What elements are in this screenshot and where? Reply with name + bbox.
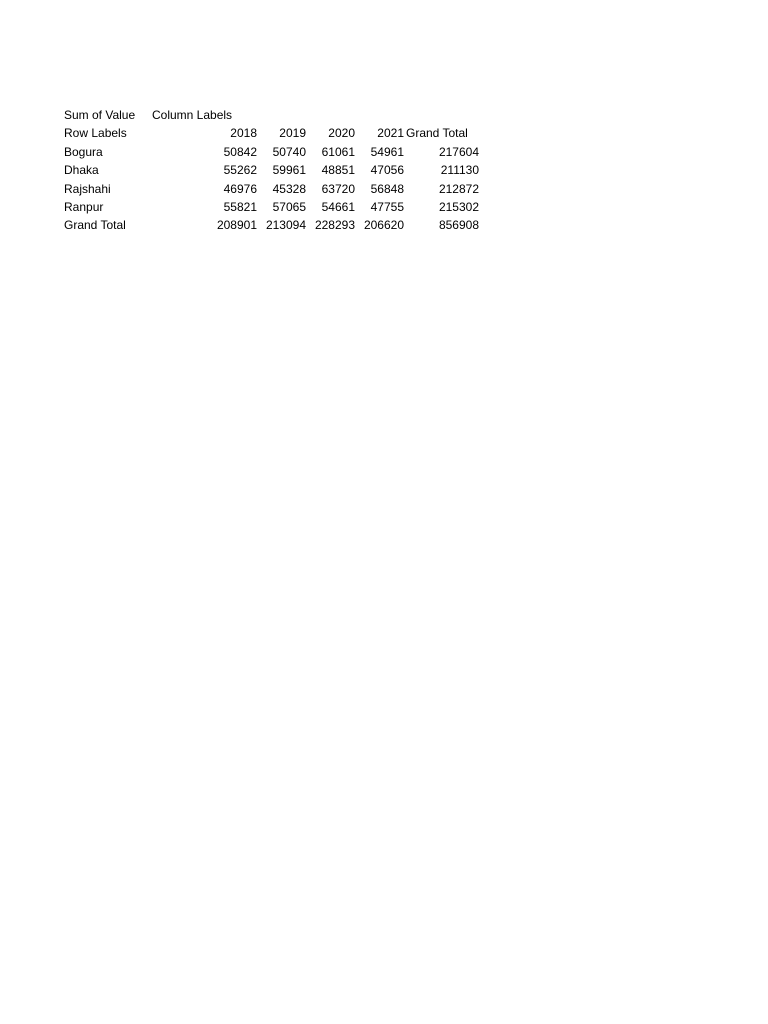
- value-cell[interactable]: 45328: [272, 181, 306, 196]
- column-total-cell[interactable]: 228293: [314, 218, 355, 233]
- value-cell[interactable]: 59961: [272, 163, 306, 178]
- grand-total-label[interactable]: Grand Total: [64, 218, 126, 233]
- column-total-cell[interactable]: 213094: [265, 218, 306, 233]
- value-cell[interactable]: 50842: [223, 144, 257, 159]
- value-cell[interactable]: 54661: [321, 199, 355, 214]
- sum-of-value-label[interactable]: Sum of Value: [64, 108, 136, 122]
- grand-total-row: [64, 216, 494, 234]
- row-label[interactable]: Ranpur: [64, 199, 104, 214]
- value-cell[interactable]: 54961: [370, 144, 404, 159]
- year-header-2019[interactable]: 2019: [279, 126, 306, 141]
- row-label[interactable]: Rajshahi: [64, 181, 111, 196]
- table-row: [64, 198, 494, 216]
- pivot-table: [64, 106, 494, 235]
- value-cell[interactable]: 47755: [370, 199, 404, 214]
- table-row: [64, 161, 494, 179]
- column-total-cell[interactable]: 208901: [216, 218, 257, 233]
- value-cell[interactable]: 56848: [370, 181, 404, 196]
- pivot-title-row: [64, 106, 494, 124]
- year-header-2018[interactable]: 2018: [230, 126, 257, 141]
- grand-total-header[interactable]: Grand Total: [406, 126, 468, 141]
- value-cell[interactable]: 55262: [223, 163, 257, 178]
- year-header-2021[interactable]: 2021: [377, 126, 404, 141]
- column-total-cell[interactable]: 206620: [363, 218, 404, 233]
- row-total-cell[interactable]: 215302: [438, 199, 479, 214]
- row-labels-header[interactable]: Row Labels: [64, 126, 127, 141]
- value-cell[interactable]: 48851: [321, 163, 355, 178]
- row-label[interactable]: Dhaka: [64, 163, 99, 178]
- value-cell[interactable]: 63720: [321, 181, 355, 196]
- value-cell[interactable]: 50740: [272, 144, 306, 159]
- row-total-cell[interactable]: 217604: [438, 144, 479, 159]
- column-labels-header[interactable]: Column Labels: [152, 108, 233, 122]
- value-cell[interactable]: 57065: [272, 199, 306, 214]
- year-header-2020[interactable]: 2020: [328, 126, 355, 141]
- table-row: [64, 143, 494, 161]
- value-cell[interactable]: 61061: [321, 144, 355, 159]
- table-row: [64, 180, 494, 198]
- value-cell[interactable]: 46976: [223, 181, 257, 196]
- value-cell[interactable]: 55821: [223, 199, 257, 214]
- row-total-cell[interactable]: 211130: [440, 163, 479, 178]
- row-label[interactable]: Bogura: [64, 144, 103, 159]
- grand-total-value[interactable]: 856908: [438, 218, 479, 233]
- row-total-cell[interactable]: 212872: [438, 181, 479, 196]
- value-cell[interactable]: 47056: [370, 163, 404, 178]
- pivot-header-row: [64, 124, 494, 142]
